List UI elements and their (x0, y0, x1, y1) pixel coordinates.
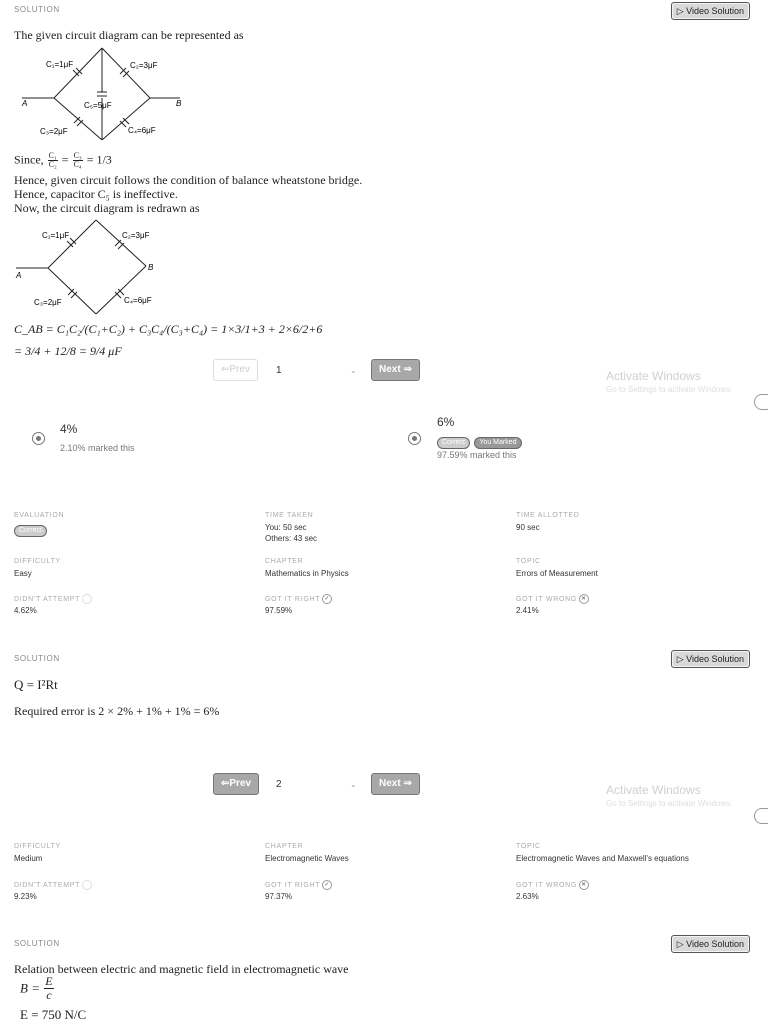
activate-windows-watermark (606, 370, 732, 396)
watermark-title: Activate Windows (606, 783, 701, 797)
since-label: Since, (14, 152, 44, 167)
label-c1: C₁=1μF (46, 60, 74, 69)
got-it-wrong-text: GOT IT WRONG (516, 881, 578, 889)
time-allotted-label: TIME ALLOTTED (516, 512, 580, 519)
solution-line-2: Hence, capacitor C₅ is ineffective. (14, 187, 178, 201)
b-equation (20, 975, 55, 1002)
empty-circle-icon (82, 594, 92, 604)
evaluation-value (14, 522, 47, 540)
label-a: A (22, 99, 28, 108)
time-taken-others: Others: 43 sec (265, 534, 318, 543)
solution-intro: Relation between electric and magnetic field in electromagnetic wave (14, 962, 349, 976)
b-equation-lhs: B = (20, 980, 40, 996)
didnt-attempt-label (14, 594, 92, 604)
watermark-subtitle: Go to Settings to activate Windows. (606, 385, 733, 394)
page-number[interactable]: 1 (276, 365, 282, 376)
solution-intro: The given circuit diagram can be represented as (14, 28, 244, 42)
got-it-right-label (265, 594, 332, 604)
next-label: Next (379, 778, 401, 789)
prev-button[interactable]: ⇐Prev (213, 773, 259, 795)
next-button[interactable]: Next ⇒ (371, 359, 420, 381)
difficulty-value: Medium (14, 854, 43, 863)
check-circle-icon: ✓ (322, 594, 332, 604)
option-percent: 4% (60, 422, 78, 436)
chapter-label: CHAPTER (265, 843, 304, 850)
prev-button[interactable]: ⇐Prev (213, 359, 258, 381)
empty-circle-icon (82, 880, 92, 890)
page-number[interactable]: 2 (276, 779, 282, 790)
e-equation: E = 750 N/C (20, 1007, 87, 1022)
prev-label: Prev (229, 778, 252, 789)
circuit-diagram-1 (20, 44, 195, 140)
side-toggle[interactable] (754, 808, 768, 824)
video-solution-label: Video Solution (686, 939, 744, 949)
label-c5: C₅=5μF (84, 101, 112, 110)
didnt-attempt-text: DIDN'T ATTEMPT (14, 881, 81, 889)
check-circle-icon: ✓ (322, 880, 332, 890)
solution-caption: SOLUTION (14, 5, 60, 14)
option-marked-count: 2.10% marked this (60, 443, 135, 453)
chapter-value: Mathematics in Physics (265, 569, 349, 578)
got-it-right-value: 97.59% (265, 606, 293, 615)
label-c4: C₄=6μF (128, 126, 156, 135)
topic-label: TOPIC (516, 558, 541, 565)
got-it-wrong-label (516, 594, 589, 604)
time-allotted-value: 90 sec (516, 523, 540, 532)
didnt-attempt-value: 4.62% (14, 606, 37, 615)
solution-caption: SOLUTION (14, 939, 60, 948)
circuit-diagram-2 (14, 216, 174, 316)
solution-caption: SOLUTION (14, 654, 60, 663)
time-taken-label: TIME TAKEN (265, 512, 314, 519)
got-it-wrong-value: 2.41% (516, 606, 539, 615)
video-solution-button[interactable]: ▷ Video Solution (671, 2, 750, 20)
solution-line-1: Hence, given circuit follows the condition of balance wheatstone bridge. (14, 173, 363, 187)
label-b: B (176, 99, 182, 108)
time-taken-you: You: 50 sec (265, 523, 307, 532)
topic-value: Electromagnetic Waves and Maxwell's equations (516, 854, 689, 863)
option-radio[interactable] (32, 432, 45, 445)
solution-line-3: Now, the circuit diagram is redrawn as (14, 201, 200, 215)
side-toggle[interactable] (754, 394, 768, 410)
topic-value: Errors of Measurement (516, 569, 598, 578)
got-it-right-text: GOT IT RIGHT (265, 881, 321, 889)
label-c4: C₄=6μF (124, 296, 152, 305)
prev-label: Prev (229, 364, 250, 375)
difficulty-value: Easy (14, 569, 32, 578)
difficulty-label: DIFFICULTY (14, 558, 61, 565)
chapter-value: Electromagnetic Waves (265, 854, 349, 863)
required-error-line: Required error is 2 × 2% + 1% + 1% = 6% (14, 704, 220, 718)
activate-windows-watermark (606, 784, 732, 810)
label-c3: C₃=2μF (34, 298, 62, 307)
video-solution-label: Video Solution (686, 6, 744, 16)
evaluation-badge: Correct (14, 525, 47, 537)
label-a: A (16, 271, 22, 280)
label-c2: C₂=3μF (130, 61, 158, 70)
label-b: B (148, 263, 154, 272)
watermark-subtitle: Go to Settings to activate Windows. (606, 799, 733, 808)
didnt-attempt-value: 9.23% (14, 892, 37, 901)
didnt-attempt-label (14, 880, 92, 890)
video-solution-label: Video Solution (686, 654, 744, 664)
chevron-down-icon[interactable]: ⌄ (350, 780, 357, 789)
got-it-wrong-label (516, 880, 589, 890)
label-c3: C₃=2μF (40, 127, 68, 136)
b-equation-numerator: E (45, 974, 53, 988)
got-it-wrong-value: 2.63% (516, 892, 539, 901)
cab-equation-line-2: = 3/4 + 12/8 = 9/4 μF (14, 344, 122, 358)
difficulty-label: DIFFICULTY (14, 843, 61, 850)
b-equation-denominator: c (46, 988, 52, 1002)
since-eq-tail: = 1/3 (86, 152, 112, 167)
video-solution-button[interactable]: ▷ Video Solution (671, 935, 750, 953)
since-equation: Since, $\frac{\text{C₁}}{\text{C₂}}$ = $\frac{\text{C₃}}{\text{C₄}}$ = 1/3 (14, 151, 112, 169)
cab-equation-line-1: C_AB = C₁C₂/(C₁+C₂) + C₃C₄/(C₃+C₄) = 1×3/1+3 + 2×6/2+6 (14, 322, 323, 336)
got-it-right-value: 97.37% (265, 892, 293, 901)
didnt-attempt-text: DIDN'T ATTEMPT (14, 595, 81, 603)
you-marked-badge: You Marked (474, 437, 521, 449)
watermark-title: Activate Windows (606, 369, 701, 383)
topic-label: TOPIC (516, 843, 541, 850)
x-circle-icon: ✕ (579, 880, 589, 890)
chapter-label: CHAPTER (265, 558, 304, 565)
chevron-down-icon[interactable]: ⌄ (350, 366, 357, 375)
x-circle-icon: ✕ (579, 594, 589, 604)
got-it-wrong-text: GOT IT WRONG (516, 595, 578, 603)
option-marked-count: 97.59% marked this (437, 450, 517, 460)
video-solution-button[interactable]: ▷ Video Solution (671, 650, 750, 668)
option-radio-selected[interactable] (408, 432, 421, 445)
label-c1: C₁=1μF (42, 231, 70, 240)
next-button[interactable]: Next ⇒ (371, 773, 420, 795)
evaluation-label: EVALUATION (14, 512, 65, 519)
correct-badge: Correct (437, 437, 470, 449)
next-label: Next (379, 364, 401, 375)
got-it-right-label (265, 880, 332, 890)
label-c2: C₂=3μF (122, 231, 150, 240)
solution-equation: Q = I²Rt (14, 677, 58, 692)
got-it-right-text: GOT IT RIGHT (265, 595, 321, 603)
option-percent: 6% (437, 415, 455, 429)
